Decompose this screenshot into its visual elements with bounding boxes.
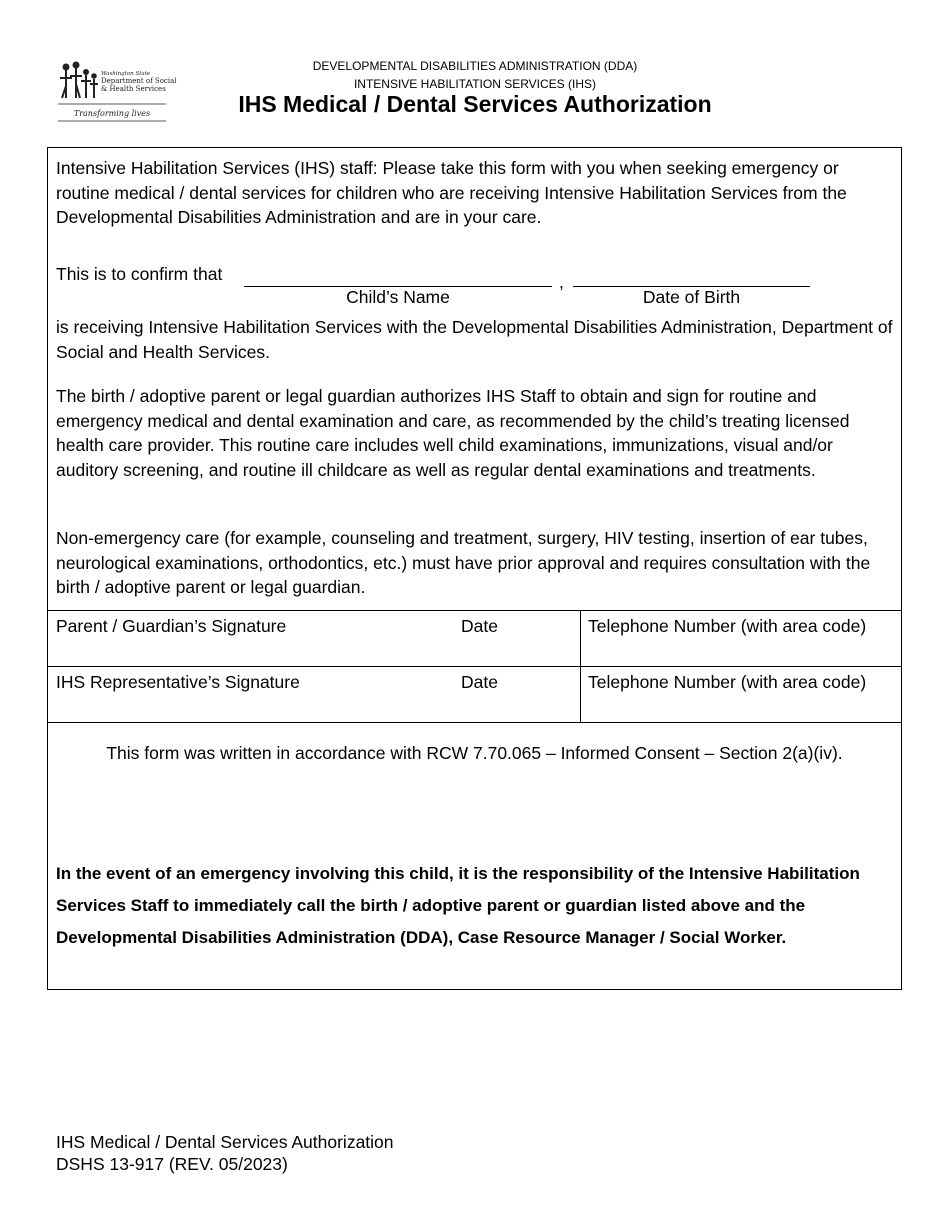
intro-paragraph: Intensive Habilitation Services (IHS) staff: Please take this form with you when seeking emergency or routine medical / dental services for children who are receiving Intensive Habilitation Services from the Developmental Disabilities Administration and are in your care. bbox=[56, 158, 847, 227]
program-heading: INTENSIVE HABILITATION SERVICES (IHS) bbox=[353, 77, 597, 91]
footer-form-number: DSHS 13-917 (REV. 05/2023) bbox=[56, 1154, 288, 1174]
ihs-telephone-field[interactable]: Telephone Number (with area code) bbox=[588, 672, 867, 692]
logo-line1: Washington State bbox=[101, 71, 151, 77]
ihs-signature-field[interactable]: IHS Representative’s Signature bbox=[56, 672, 300, 692]
child-name-caption: Child’s Name bbox=[346, 287, 450, 307]
agency-heading: DEVELOPMENTAL DISABILITIES ADMINISTRATION (DDA) bbox=[312, 59, 638, 73]
row-divider bbox=[48, 666, 901, 667]
parent-signature-field[interactable]: Parent / Guardian’s Signature bbox=[56, 616, 287, 636]
date-of-birth-caption: Date of Birth bbox=[642, 287, 741, 307]
confirm-label: This is to confirm that bbox=[56, 264, 223, 284]
rcw-note: This form was written in accordance with RCW 7.70.065 – Informed Consent – Section 2(a)(iv). bbox=[106, 743, 843, 763]
authorization-paragraph: The birth / adoptive parent or legal guardian authorizes IHS Staff to obtain and sign for routine and emergency medical and dental examination and care, as recommended by the child’s treating licensed health care provider. This routine care includes well child examinations, immunizations, visual and/or auditory screening, and routine ill childcare as well as regular dental examinations and treatments. bbox=[56, 386, 850, 480]
ihs-date-field[interactable]: Date bbox=[461, 672, 498, 692]
comma-separator: , bbox=[559, 272, 564, 292]
logo-line3: & Health Services bbox=[101, 85, 166, 93]
logo-line2: Department of Social bbox=[101, 77, 177, 85]
receiving-paragraph: is receiving Intensive Habilitation Services with the Developmental Disabilities Administration, Department of Social and Health Services. bbox=[56, 317, 893, 362]
parent-telephone-field[interactable]: Telephone Number (with area code) bbox=[588, 616, 867, 636]
footer-form-name: IHS Medical / Dental Services Authorization bbox=[56, 1132, 394, 1152]
signature-table bbox=[48, 610, 901, 723]
form-title: IHS Medical / Dental Services Authorization bbox=[238, 91, 712, 117]
form-frame bbox=[47, 147, 902, 990]
logo-tagline: Transforming lives bbox=[73, 109, 151, 118]
parent-date-field[interactable]: Date bbox=[461, 616, 498, 636]
non-emergency-paragraph: Non-emergency care (for example, counseling and treatment, surgery, HIV testing, insertion of ear tubes, neurological examinations, orthodontics, etc.) must have prior approval and requires consultation with the birth / adoptive parent or legal guardian. bbox=[56, 528, 871, 597]
emergency-notice: In the event of an emergency involving this child, it is the responsibility of the Intensive Habilitation Services Staff to immediately call the birth / adoptive parent or guardian listed above and the Developmental Disabilities Administration (DDA), Case Resource Manager / Social Worker. bbox=[56, 864, 860, 947]
